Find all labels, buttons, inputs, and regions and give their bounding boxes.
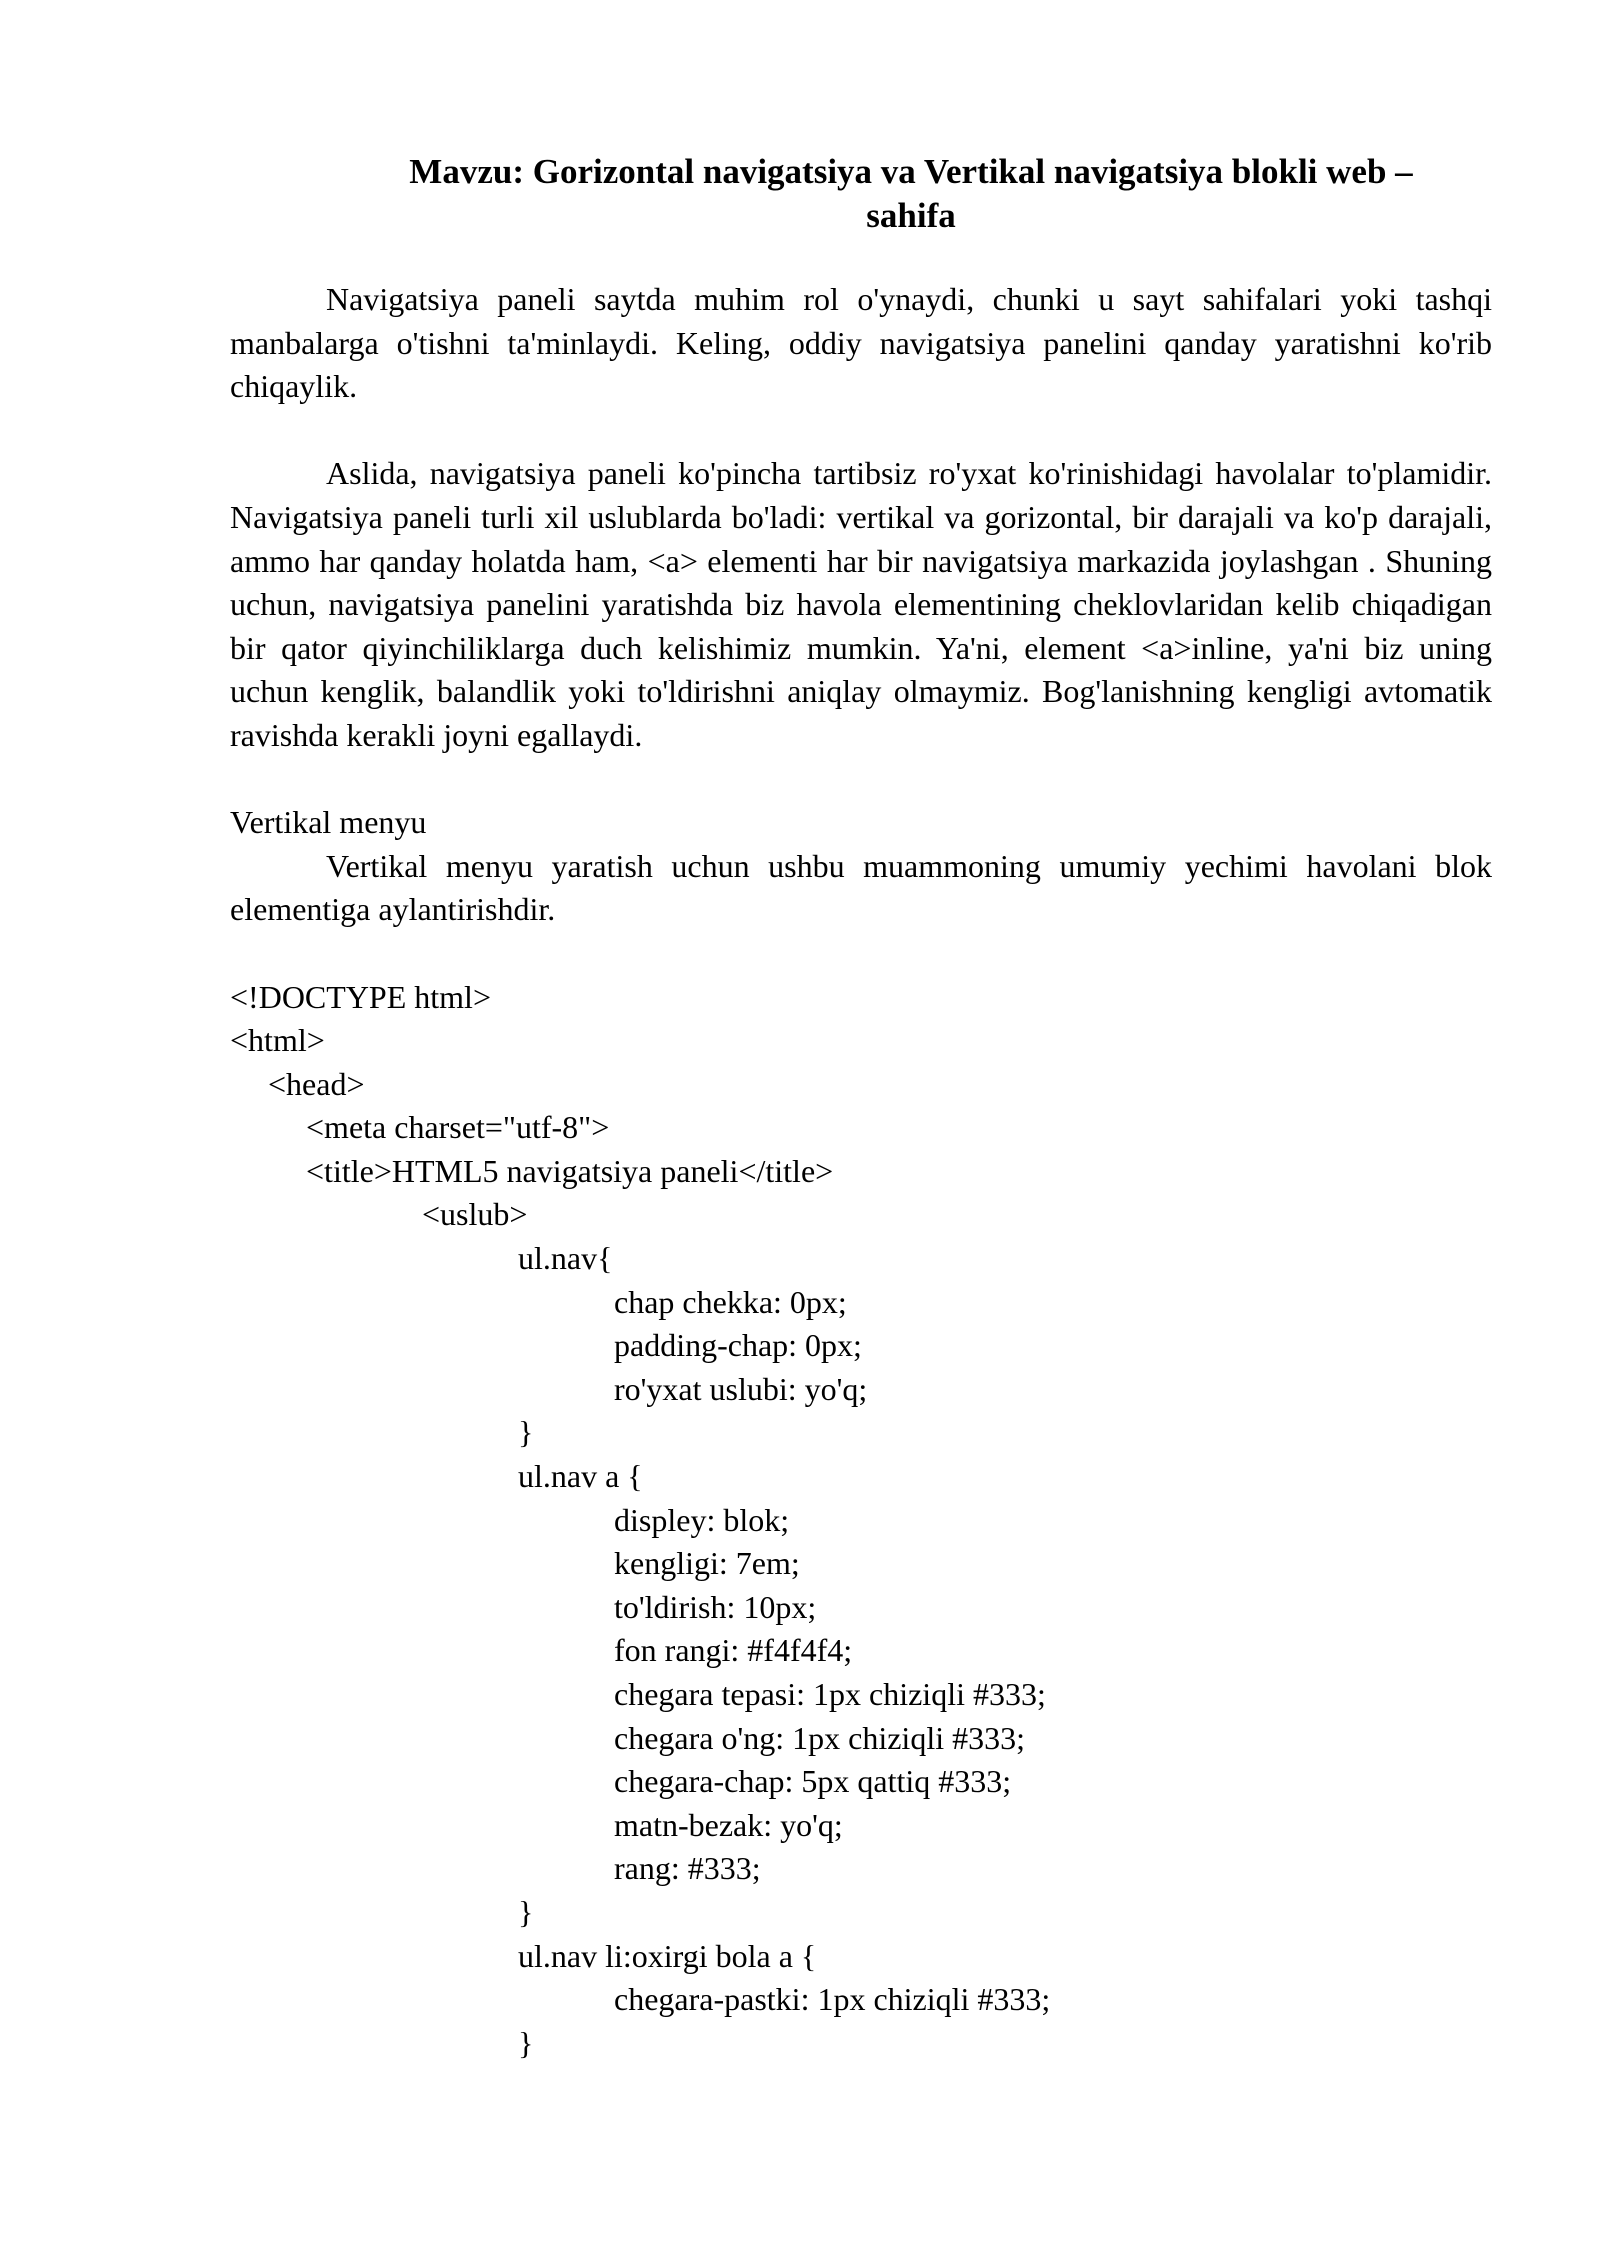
code-line: padding-chap: 0px;: [614, 1327, 862, 1364]
section-paragraph: Vertikal menyu yaratish uchun ushbu muammoning umumiy yechimi havolani blok elementiga aylantirishdir.: [230, 847, 1492, 928]
code-line: chegara-pastki: 1px chiziqli #333;: [614, 1981, 1051, 2018]
code-line: displey: blok;: [614, 1501, 790, 1538]
code-line: <meta charset="utf-8">: [306, 1109, 610, 1146]
code-line: ro'yxat uslubi: yo'q;: [614, 1370, 868, 1407]
code-line: ul.nav a {: [518, 1458, 643, 1495]
code-line: kengligi: 7em;: [614, 1545, 800, 1582]
code-line: chegara o'ng: 1px chiziqli #333;: [614, 1719, 1025, 1756]
code-line: }: [518, 2024, 534, 2061]
code-line: ul.nav li:oxirgi bola a {: [518, 1937, 817, 1974]
paragraph-intro: Navigatsiya paneli saytda muhim rol o'ynaydi, chunki u sayt sahifalari yoki tashqi manbalarga o'tishni ta'minlaydi. Keling, oddiy navigatsiya panelini qanday yaratishni ko'rib chiqaylik.: [230, 281, 1492, 405]
code-line: chegara tepasi: 1px chiziqli #333;: [614, 1676, 1046, 1712]
section-heading: Vertikal menyu: [230, 804, 427, 841]
paragraph-details: Aslida, navigatsiya paneli ko'pincha tartibsiz ro'yxat ko'rinishidagi havolalar to'plamidir. Navigatsiya paneli turli xil uslublarda bo'ladi: vertikal va gorizontal, bir darajali va ko'p darajali, ammo har qanday holatda ham, <a> elementi har bir navigatsiya markazida joylashgan . Shuning uchun, navigatsiya panelini yaratishda biz havola elementining cheklovlaridan kelib chiqadigan bir qator qiyinchiliklarga duch kelishimiz mumkin. Ya'ni, element <a>inline, ya'ni biz uning uchun kenglik, balandlik yoki to'ldirishni aniqlay olmaymiz. Bog'lanishning kengligi avtomatik ravishda kerakli joyni egallaydi.: [230, 455, 1492, 753]
code-line: ul.nav{: [518, 1240, 613, 1277]
code-line: <title>HTML5 navigatsiya paneli</title>: [306, 1152, 834, 1189]
code-line: }: [518, 1893, 534, 1930]
code-line: fon rangi: #f4f4f4;: [614, 1632, 853, 1669]
code-line: rang: #333;: [614, 1850, 761, 1887]
code-line: <!DOCTYPE html>: [230, 978, 491, 1015]
code-line: }: [518, 1414, 534, 1451]
code-line: <html>: [230, 1022, 325, 1059]
code-line: chegara-chap: 5px qattiq #333;: [614, 1763, 1012, 1800]
title-line-1: Mavzu: Gorizontal navigatsiya va Vertikal navigatsiya blokli web –: [409, 152, 1413, 191]
code-line: <head>: [268, 1065, 365, 1102]
document-page: [230, 150, 1492, 2065]
code-block: [230, 976, 1492, 2066]
code-line: <uslub>: [422, 1196, 528, 1233]
code-line: matn-bezak: yo'q;: [614, 1806, 843, 1843]
code-line: to'ldirish: 10px;: [614, 1588, 817, 1625]
document-title: [230, 150, 1492, 238]
title-line-2: sahifa: [866, 196, 956, 235]
code-line: chap chekka: 0px;: [614, 1283, 847, 1320]
